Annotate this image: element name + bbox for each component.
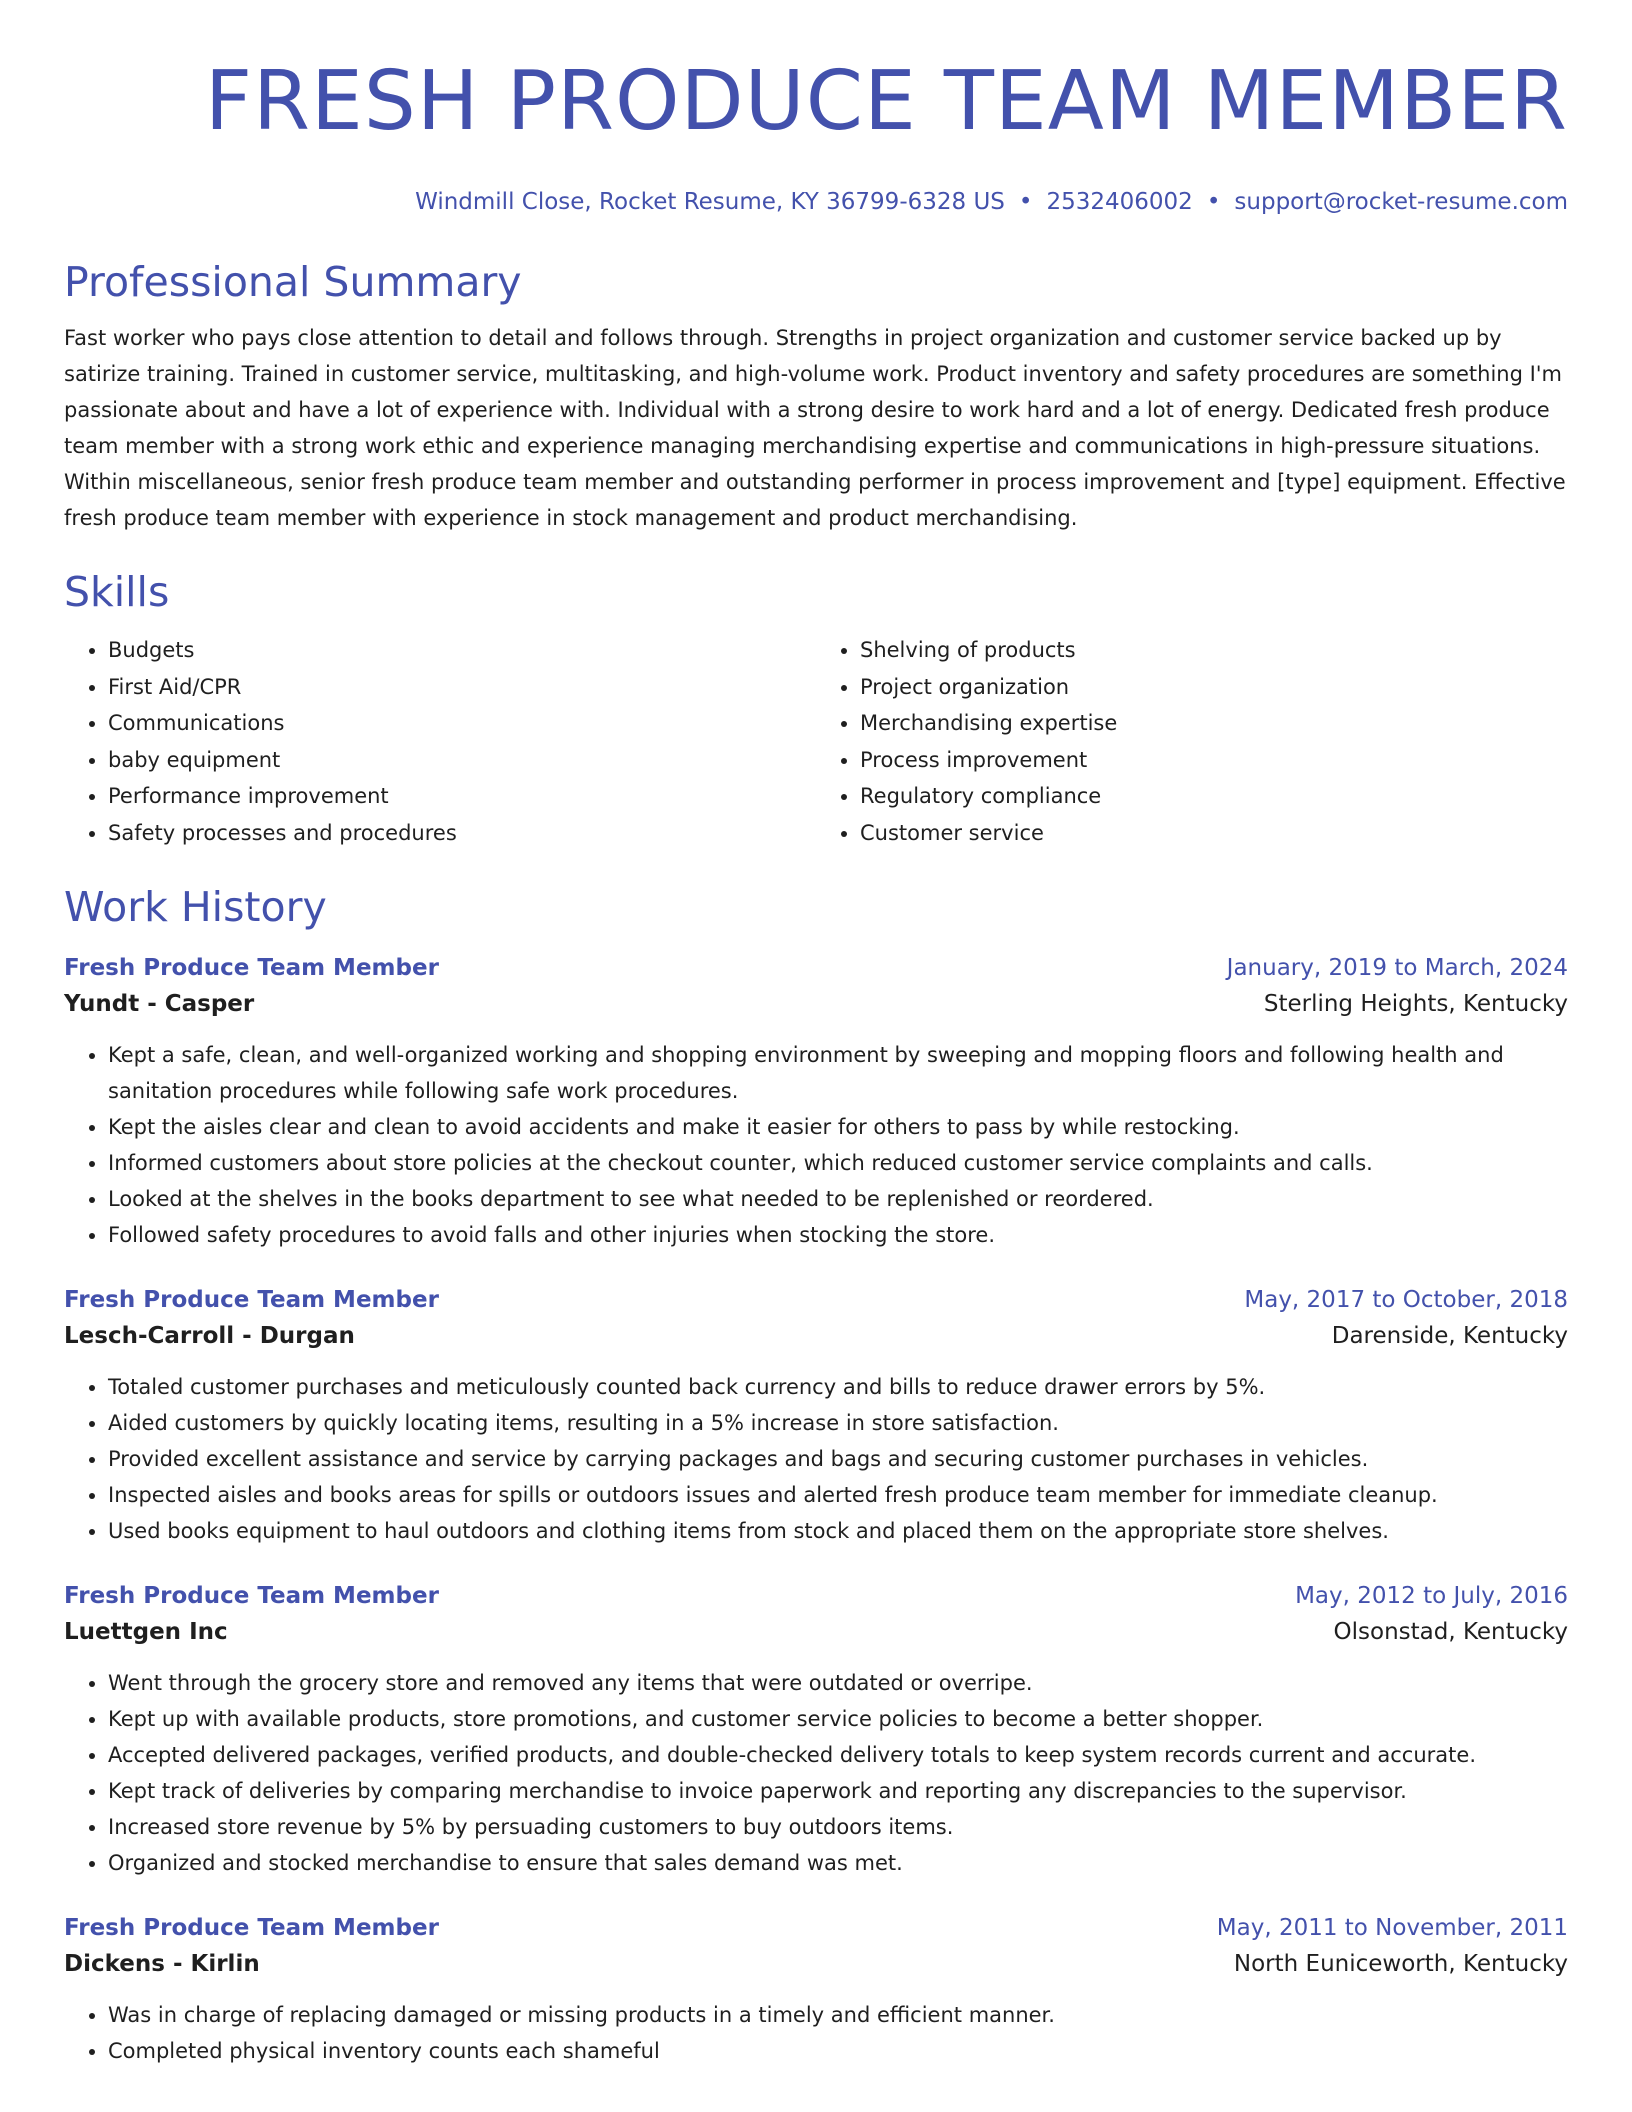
job-role: Fresh Produce Team Member <box>64 1287 439 1313</box>
job-bullet: • Used books equipment to haul outdoors and clothing items from stock and placed them on the appropriate store shelves. <box>108 1513 1568 1549</box>
job-location: Olsonstad, Kentucky <box>1333 1619 1568 1645</box>
job-bullet: • Increased store revenue by 5% by persuading customers to buy outdoors items. <box>108 1809 1568 1845</box>
job-dates: May, 2011 to November, 2011 <box>1216 1915 1568 1941</box>
job-entry <box>64 1579 1568 1881</box>
job-bullet: • Followed safety procedures to avoid falls and other injuries when stocking the store. <box>108 1217 1568 1253</box>
summary-heading: Professional Summary <box>64 258 522 306</box>
skill-item: • Performance improvement <box>108 778 816 815</box>
resume-page <box>64 0 1568 2069</box>
job-bullet: • Kept up with available products, store promotions, and customer service policies to become a better shopper. <box>108 1701 1568 1737</box>
job-entry <box>64 1283 1568 1549</box>
job-bullet: • Informed customers about store policies at the checkout counter, which reduced customer service complaints and calls. <box>108 1145 1568 1181</box>
skill-item: • Regulatory compliance <box>860 778 1568 815</box>
job-bullet: • Accepted delivered packages, verified products, and double-checked delivery totals to keep system records current and accurate. <box>108 1737 1568 1773</box>
job-bullet: • Provided excellent assistance and service by carrying packages and bags and securing customer purchases in vehicles. <box>108 1441 1568 1477</box>
job-bullets <box>64 1037 1568 1253</box>
skill-item: • Budgets <box>108 632 816 669</box>
job-dates: January, 2019 to March, 2024 <box>1226 955 1568 981</box>
skills-list <box>64 632 1568 851</box>
job-company: Luettgen Inc <box>64 1619 228 1645</box>
job-company: Yundt - Casper <box>64 991 255 1017</box>
contact-line <box>64 186 1568 218</box>
job-bullet: • Aided customers by quickly locating items, resulting in a 5% increase in store satisfaction. <box>108 1405 1568 1441</box>
job-bullets <box>64 1369 1568 1549</box>
job-bullet: • Kept the aisles clear and clean to avoid accidents and make it easier for others to pass by while restocking. <box>108 1109 1568 1145</box>
work-history-heading: Work History <box>64 883 327 931</box>
job-bullets <box>64 1997 1568 2069</box>
job-header <box>64 951 1568 985</box>
job-entry <box>64 1911 1568 2069</box>
skill-item: • Safety processes and procedures <box>108 815 816 852</box>
job-role: Fresh Produce Team Member <box>64 1583 439 1609</box>
skill-item: • Project organization <box>860 669 1568 706</box>
job-bullet: • Looked at the shelves in the books department to see what needed to be replenished or reordered. <box>108 1181 1568 1217</box>
contact-separator: • <box>1206 189 1221 215</box>
job-location: Darenside, Kentucky <box>1331 1323 1568 1349</box>
skill-item: • Customer service <box>860 815 1568 852</box>
job-role: Fresh Produce Team Member <box>64 955 439 981</box>
skill-item: • Merchandising expertise <box>860 705 1568 742</box>
skill-item: • Process improvement <box>860 742 1568 779</box>
job-bullet: • Was in charge of replacing damaged or missing products in a timely and efficient manner. <box>108 1997 1568 2033</box>
job-subheader <box>64 1317 1568 1355</box>
job-bullet: • Totaled customer purchases and meticulously counted back currency and bills to reduce drawer errors by 5%. <box>108 1369 1568 1405</box>
skill-item: • Shelving of products <box>860 632 1568 669</box>
job-location: North Euniceworth, Kentucky <box>1233 1951 1568 1977</box>
job-bullet: • Kept track of deliveries by comparing merchandise to invoice paperwork and reporting any discrepancies to the supervisor. <box>108 1773 1568 1809</box>
contact-email: support@rocket-resume.com <box>1234 189 1568 215</box>
job-header <box>64 1911 1568 1945</box>
job-header <box>64 1579 1568 1613</box>
summary-text: Fast worker who pays close attention to detail and follows through. Strengths in project organization and customer service backed up by satirize training. Trained in customer service, multitasking, and high-volume work. Product inventory and safety procedures are something I'm passionate about and have a lot of experience with. Individual with a strong desire to work hard and a lot of energy. Dedicated fresh produce team member with a strong work ethic and experience managing merchandising expertise and communications in high-pressure situations. Within miscellaneous, senior fresh produce team member and outstanding performer in process improvement and [type] equipment. Effective fresh produce team member with experience in stock management and product merchandising. <box>64 326 1566 530</box>
contact-address: Windmill Close, Rocket Resume, KY 36799-6328 US <box>415 189 1005 215</box>
job-subheader <box>64 1945 1568 1983</box>
contact-separator: • <box>1018 189 1033 215</box>
job-bullet: • Inspected aisles and books areas for spills or outdoors issues and alerted fresh produce team member for immediate cleanup. <box>108 1477 1568 1513</box>
job-dates: May, 2017 to October, 2018 <box>1244 1287 1568 1313</box>
job-bullet: • Went through the grocery store and removed any items that were outdated or overripe. <box>108 1665 1568 1701</box>
job-bullet: • Kept a safe, clean, and well-organized working and shopping environment by sweeping and mopping floors and following health and sanitation procedures while following safe work procedures. <box>108 1037 1568 1109</box>
job-role: Fresh Produce Team Member <box>64 1915 439 1941</box>
job-entry <box>64 951 1568 1253</box>
skills-column-right <box>816 632 1568 851</box>
job-company: Dickens - Kirlin <box>64 1951 260 1977</box>
resume-title: FRESH PRODUCE TEAM MEMBER <box>204 54 1568 149</box>
skill-item: • baby equipment <box>108 742 816 779</box>
job-dates: May, 2012 to July, 2016 <box>1295 1583 1568 1609</box>
skills-column-left <box>64 632 816 851</box>
job-header <box>64 1283 1568 1317</box>
job-subheader <box>64 1613 1568 1651</box>
job-subheader <box>64 985 1568 1023</box>
job-company: Lesch-Carroll - Durgan <box>64 1323 355 1349</box>
job-bullet: • Completed physical inventory counts each shameful <box>108 2033 1568 2069</box>
job-location: Sterling Heights, Kentucky <box>1263 991 1568 1017</box>
contact-phone: 2532406002 <box>1046 189 1193 215</box>
skills-heading: Skills <box>64 568 170 616</box>
job-bullets <box>64 1665 1568 1881</box>
skill-item: • Communications <box>108 705 816 742</box>
skill-item: • First Aid/CPR <box>108 669 816 706</box>
job-bullet: • Organized and stocked merchandise to ensure that sales demand was met. <box>108 1845 1568 1881</box>
